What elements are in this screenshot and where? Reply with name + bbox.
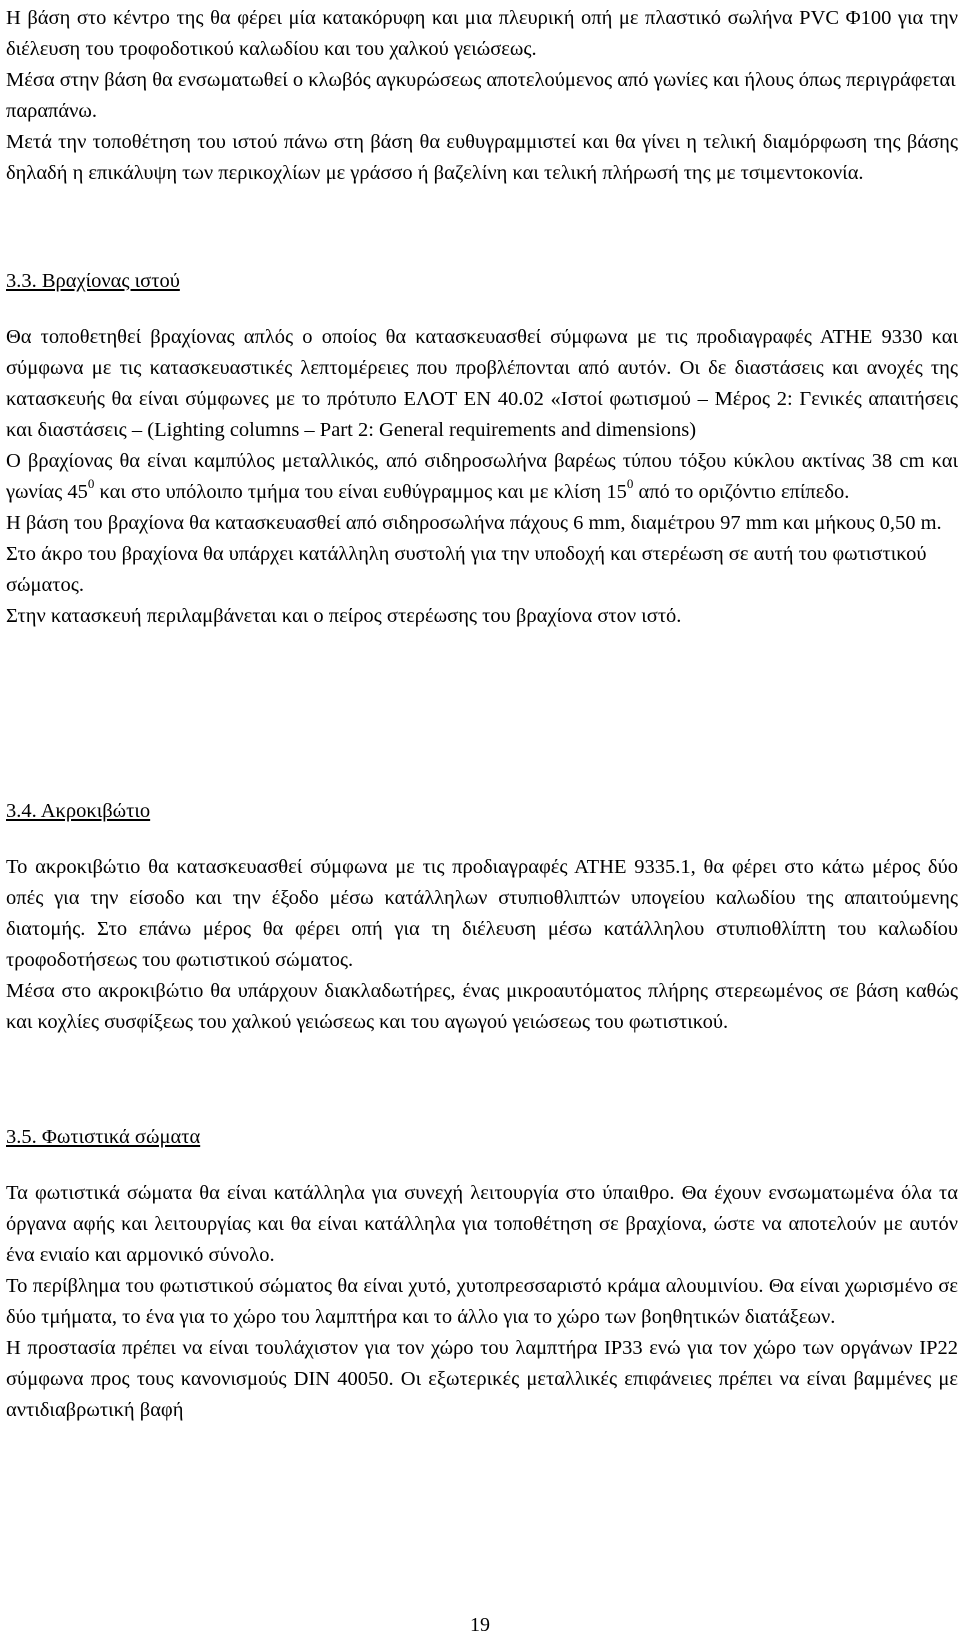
paragraph: Η βάση του βραχίονα θα κατασκευασθεί από σιδηροσωλήνα πάχους 6 mm, διαμέτρου 97 mm και μήκους 0,50 m. <box>6 512 942 534</box>
paragraph: Μετά την τοποθέτηση του ιστού πάνω στη βάση θα ευθυγραμμιστεί και θα γίνει η τελική διαμόρφωση της βάσης δηλαδή η επικάλυψη των περικοχλίων με γράσσο ή βαζελίνη και τελική πλήρωσή της με τσιμεντοκονία. <box>6 131 958 184</box>
section-3-4 <box>6 852 958 1038</box>
section-3-5-heading <box>6 1122 958 1153</box>
page-number: 19 <box>470 1614 490 1636</box>
paragraph: Η προστασία πρέπει να είναι τουλάχιστον για τον χώρο του λαμπτήρα IP33 ενώ για τον χώρο των οργάνων IP22 σύμφωνα προς τους κανονισμούς DIN 40050. Οι εξωτερικές μεταλλικές επιφάνειες πρέπει να είναι βαμμένες με αντιδιαβρωτική βαφή <box>6 1337 958 1421</box>
section-3-5 <box>6 1178 958 1426</box>
section-heading: 3.4. Ακροκιβώτιο <box>6 800 151 822</box>
paragraph: Το περίβλημα του φωτιστικού σώματος θα είναι χυτό, χυτοπρεσσαριστό κράμα αλουμινίου. Θα είναι χωρισμένο σε δύο τμήματα, το ένα για το χώρο του λαμπτήρα και το άλλο για το χώρο των βοηθητικών διατάξεων. <box>6 1275 958 1328</box>
section-heading: 3.3. Βραχίονας ιστού <box>6 270 180 292</box>
paragraph: Μέσα στην βάση θα ενσωματωθεί ο κλωβός αγκυρώσεως αποτελούμενος από γωνίες και ήλους όπως περιγράφεται παραπάνω. <box>6 69 956 122</box>
section-heading: 3.5. Φωτιστικά σώματα <box>6 1126 201 1148</box>
section-3-3-heading <box>6 266 958 297</box>
paragraph: Το ακροκιβώτιο θα κατασκευασθεί σύμφωνα με τις προδιαγραφές ΑΤΗΕ 9335.1, θα φέρει στο κάτω μέρος δύο οπές για την είσοδο και την έξοδο μέσω κατάλληλων στυπιοθλιπτών υπογείου καλωδίου της απαιτούμενης διατομής. Στο επάνω μέρος θα φέρει οπή για τη διέλευση μέσω κατάλληλου στυπιοθλίπτη του καλωδίου τροφοδοτήσεως του φωτιστικού σώματος. <box>6 856 958 971</box>
paragraph: Στην κατασκευή περιλαμβάνεται και ο πείρος στερέωσης του βραχίονα στον ιστό. <box>6 605 682 627</box>
section-3-3 <box>6 322 958 632</box>
paragraph: Μέσα στο ακροκιβώτιο θα υπάρχουν διακλαδωτήρες, ένας μικροαυτόματος πλήρης στερεωμένος σε βάση καθώς και κοχλίες συσφίξεως του χαλκού γειώσεως και του αγωγού γειώσεως του φωτιστικού. <box>6 980 958 1033</box>
paragraph: Τα φωτιστικά σώματα θα είναι κατάλληλα για συνεχή λειτουργία στο ύπαιθρο. Θα έχουν ενσωματωμένα όλα τα όργανα αφής και λειτουργίας και θα είναι κατάλληλα για τοποθέτηση σε βραχίονα, ώστε να αποτελούν με αυτόν ένα ενιαίο και αρμονικό σύνολο. <box>6 1182 958 1266</box>
paragraph: Η βάση στο κέντρο της θα φέρει μία κατακόρυφη και μια πλευρική οπή με πλαστικό σωλήνα PVC Φ100 για την διέλευση του τροφοδοτικού καλωδίου και του χαλκού γειώσεως. <box>6 7 958 60</box>
paragraph: Ο βραχίονας θα είναι καμπύλος μεταλλικός, από σιδηροσωλήνα βαρέως τύπου τόξου κύκλου ακτίνας 38 cm και γωνίας $45^0$ και στο υπόλοιπο τμήμα του είναι ευθύγραμμος και με κλίση $15^0$ από το οριζόντιο επίπεδο. <box>6 450 958 503</box>
paragraph: Θα τοποθετηθεί βραχίονας απλός ο οποίος θα κατασκευασθεί σύμφωνα με τις προδιαγραφές ΑΤΗΕ 9330 και σύμφωνα με τις κατασκευαστικές λεπτομέρειες που προβλέπονται από αυτόν. Οι δε διαστάσεις και ανοχές της κατασκευής θα είναι σύμφωνες με το πρότυπο ΕΛΟΤ ΕΝ 40.02 «Ιστοί φωτισμού – Μέρος 2: Γενικές απαιτήσεις και διαστάσεις – (Lighting columns – Part 2: General requirements and dimensions) <box>6 326 958 441</box>
intro-section <box>6 3 958 189</box>
paragraph: Στο άκρο του βραχίονα θα υπάρχει κατάλληλη συστολή για την υποδοχή και στερέωση σε αυτή του φωτιστικού σώματος. <box>6 543 927 596</box>
section-3-4-heading <box>6 796 958 827</box>
